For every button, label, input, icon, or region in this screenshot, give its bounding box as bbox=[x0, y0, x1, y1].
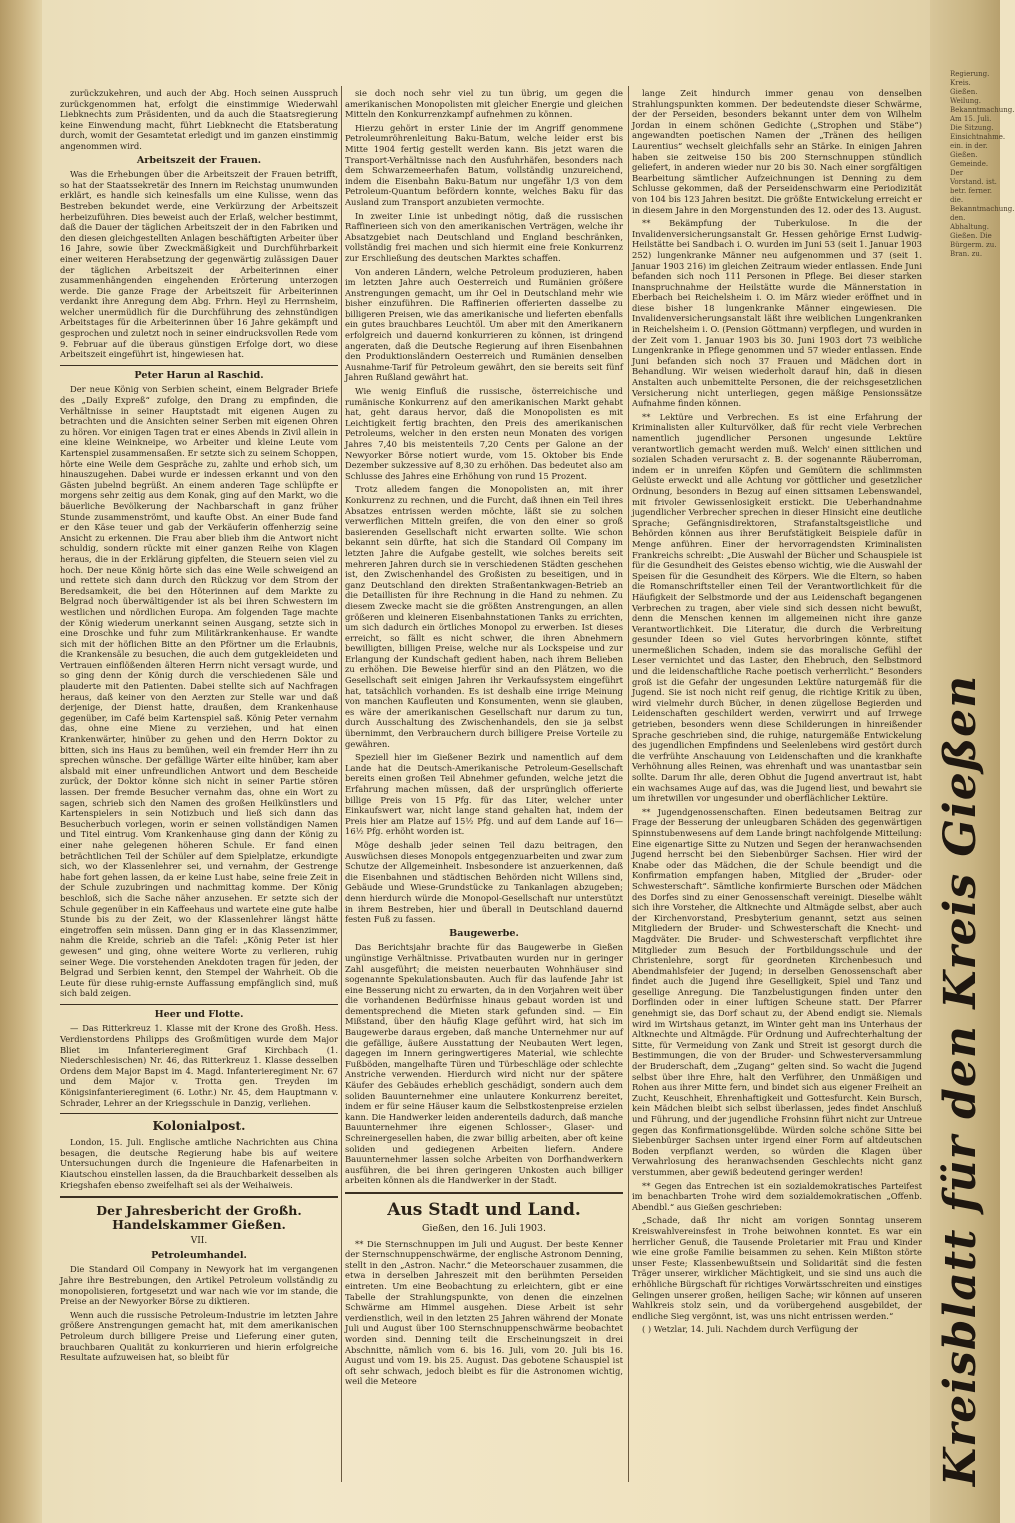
divider bbox=[60, 1004, 338, 1005]
paragraph: lange Zeit hindurch immer genau von denselben Strahlungspunkten kommen. Der bedeutendste dieser Schwärme, der der Perseiden, besonders bekannt unter dem von Wilhelm Jordan in einem schönen Gedichte („Strophen und Stäbe“) angewandten poetischen Namen der „Tränen des heiligen Laurentius“ wechselt gleichfalls sehr an Stärke. In einigen Jahren haben sie zeitweise 150 bis 200 Sternschnuppen stündlich geliefert, in anderen wieder nur 20 bis 30. Nach einer sorgfältigen Bearbeitung sämtlicher Aufzeichnungen ist Denning zu dem Schlusse gekommen, daß der Perseidenschwarm eine Periodizität von 104 bis 123 Jahren besitzt. Die größte Entwickelung erreicht er in diesem Jahre in den Morgenstunden des 12. oder des 13. August. bbox=[632, 88, 922, 215]
headline-petroleumhandel: Petroleumhandel. bbox=[151, 1249, 247, 1261]
column-1 bbox=[60, 88, 338, 1478]
headline-jahresbericht: Der Jahresbericht der Großh. Handelskammer Gießen. bbox=[96, 1203, 302, 1233]
column-3 bbox=[632, 88, 922, 1478]
paragraph: Hierzu gehört in erster Linie der im Angriff genommene Petroleumröhrenleitung Baku-Batum, welche leider erst bis Mitte 1904 fertig gestellt werden kann. Bis jetzt waren die Transport-Verhältnisse nach den Ausfuhrhäfen, besonders nach dem Schwarzemeerhafen Batum, vollständig unzureichend, indem die Eisenbahn Baku-Batum nur ungefähr 1/3 von dem Petroleum-Quantum befördern konnte, welches Baku für das Ausland zum Transport anzubieten vermochte. bbox=[345, 122, 623, 207]
adjacent-page-text: Regierung. Kreis. Gießen. Weilung. Bekanntmachung. Am 15. Juli. Die Sitzung. Einsichtnahme. ein. in der. Gießen. Gemeinde. Der Vorstand. ist. betr. ferner. die. Bekanntmachung. den. Abhaltung. Gießen. Die Bürgerm. zu. Bran. zu. bbox=[950, 70, 1015, 258]
paragraph: sie doch noch sehr viel zu tun übrig, um gegen die amerikanischen Monopolisten mit gleicher Energie und gleichen Mitteln den Konkurrenzkampf aufnehmen zu können. bbox=[345, 88, 623, 120]
paragraph: Von anderen Ländern, welche Petroleum produzieren, haben im letzten Jahre auch Oesterreich und Rumänien größere Anstrengungen gemacht, um ihr Oel in Deutschland mehr wie bisher einzuführen. Die Raffinerien offerierten dasselbe zu billigeren Preisen, wie das amerikanische und lieferten ebenfalls ein gutes brauchbares Leuchtöl. Um aber mit den Amerikanern erfolgreich und dauernd konkurrieren zu können, ist dringend angeraten, daß die Deutsche Regierung auf ihren Eisenbahnen den Produktionsländern Oesterreich und Rumänien denselben Ausnahme-Tarif für Petroleum gewährt, den sie bereits seit fünf Jahren Rußland gewährt hat. bbox=[345, 266, 623, 383]
paragraph: ** Jugendgenossenschaften. Einen bedeutsamen Beitrag zur Frage der Besserung der unleugbaren Schäden des gegenwärtigen Spinnstubenwesens auf dem Lande bringt nachfolgende Mitteilung: Eine eigenartige Sitte zu Nutzen und Segen der heranwachsenden Jugend herrscht bei den Siebenbürger Sachsen. Hier wird der Knabe oder das Mädchen, die der Schule beendigt und die Konfirmation empfangen haben, Mitglied der „Bruder- oder Schwesterschaft“. Sämtliche konfirmierte Burschen oder Mädchen des Dorfes sind zu einer Genossenschaft vereinigt. Dieselbe wählt sich ihre Vorsteher, die Altknechte und Altmägde selbst, aber auch der Kirchenvorstand, Presbyterium genannt, setzt aus seinen Mitgliedern der Bruder- und Schwesterschaft die Knecht- und Magdväter. Die Bruder- und Schwesterschaft verpflichtet ihre Mitglieder zum Besuch der Fortbildungsschule und der Christenlehre, sorgt für geordneten Kirchenbesuch und Abendmahlsfeier der Jugend; in derselben Genossenschaft aber findet auch die Jugend ihre Geselligkeit, Spiel und Tanz und gesellige Anregung. Die Tanzbelustigungen finden unter den Dorflinden oder in einer luftigen Scheune statt. Der Pfarrer genehmigt sie, das Dorf schaut zu, der Abend endigt sie. Niemals wird im Wirtshaus getanzt, im Winter geht man ins Unterhaus der Altknechte und Altmägde. Für Ordnung und Aufrechterhaltung der Sitte, für Vermeidung von Zank und Streit ist gesorgt durch die Bestimmungen, die von der Bruder- und Schwesterversammlung der Bruderschaft, dem „Zugang“ gelten sind. So wacht die Jugend selbst über ihre Ehre, halt den Verführer, den Unmäßigen und Rohen aus ihrer Mitte fern, und bindet sich aus eigener Freiheit an Zucht, Keuschheit, Ehrenhaftigkeit und Gottesfurcht. Kein Bursch, kein Mädchen bleibt sich selbst überlassen, jedes findet Anschluß und Führung, und der jugendliche Frohsinn führt nicht zur Untreue gegen das Konfirmationsgelübde. Würden solche schöne Sitte bei Siebenbürger Sachsen unter irgend einer Form auf altdeutschen Boden verpflanzt werden, so würden die Klagen über Verwahrlosung des heranwachsenden Geschlechts nicht ganz verstummen, aber gewiß bedeutend geringer werden! bbox=[632, 806, 922, 1177]
paragraph: London, 15. Juli. Englische amtliche Nachrichten aus China besagen, die deutsche Regierung habe bis auf weitere Untersuchungen durch die Ingenieure die Hafenarbeiten in Kiautschou einstellen lassen, da die Brauchbarkeit desselben als Kriegshafen ebenso zweifelhaft sei als der Weihaiweis. bbox=[60, 1137, 338, 1190]
paragraph: Die Standard Oil Company in Newyork hat im vergangenen Jahre ihre Bestrebungen, den Artikel Petroleum vollständig zu monopolisieren, fortgesetzt und war nach wie vor im stande, die Preise an der Newyorker Börse zu diktieren. bbox=[60, 1264, 338, 1307]
column-rule bbox=[341, 86, 342, 1482]
masthead-title: Kreisblatt für den Kreis Gießen bbox=[935, 674, 987, 1486]
paragraph: ( ) Wetzlar, 14. Juli. Nachdem durch Verfügung der bbox=[642, 1324, 859, 1335]
paragraph: In zweiter Linie ist unbedingt nötig, daß die russischen Raffinerieen sich von den amerikanischen Verträgen, welche ihr Absatzgebiet nach Deutschland und England beschränken, vollständig frei machen und sich hiermit eine freie Konkurrenz zur Erschließung des deutschen Marktes schaffen. bbox=[345, 210, 623, 263]
paragraph: ** Die Sternschnuppen im Juli und August. Der beste Kenner der Sternschnuppenschwärme, der englische Astronom Denning, stellt in den „Astron. Nachr.“ die Meteorschauer zusammen, die etwa in derselben Jahreszeit mit den berühmten Perseiden eintreten. Um eine Beobachtung zu erleichtern, gibt er eine Tabelle der Strahlungspunkte, von denen die einzelnen Schwärme am Himmel ausgehen. Diese Arbeit ist sehr verdienstlich, weil in den letzten 25 Jahren während der Monate Juli und August über 100 Sternschnuppenschwärme beobachtet worden sind. Denning teilt die Erscheinungszeit in drei Abschnitte, nämlich vom 6. bis 16. Juli, vom 20. Juli bis 16. August und vom 19. bis 25. August. Das gebotene Schauspiel ist oft sehr schwach, jedoch bleibt es für die Astronomen wichtig, weil die Meteore bbox=[345, 1238, 623, 1387]
divider bbox=[60, 1196, 338, 1198]
paragraph: — Das Ritterkreuz 1. Klasse mit der Krone des Großh. Hess. Verdienstordens Philipps des Großmütigen wurde dem Major Bliet im Infanterieregiment Graf Kirchbach (1. Niederschlesischen) Nr. 46, das Ritterkreuz 1. Klasse desselben Ordens dem Major Bapst im 4. Magd. Infanterieregiment Nr. 67 und dem Major v. Trotta gen. Treyden im Königsinfanterieregiment (6. Lothr.) Nr. 45, dem Hauptmann v. Schrader, Lehrer an der Kriegsschule in Danzig, verliehen. bbox=[60, 1023, 338, 1108]
paragraph: ** Gegen das Entrechen ist ein sozialdemokratisches Parteifest im benachbarten Trohe wird dem sozialdemokratischen „Offenb. Abendbl.“ aus Gießen geschrieben: bbox=[632, 1180, 922, 1212]
paragraph: „Schade, daß Ihr nicht am vorigen Sonntag unserem Kreiswahlvereinsfest in Trohe beiwohnen konntet. Es war ein herrlicher Genuß, die Tausende Proletarier mit Frau und Kinder wie eine große Familie beisammen zu sehen. Kein Mißton störte unser Feste; Klassenbewußtsein und Solidarität sind die festen Träger unserer, wirklicher Mächtigkeit, und sie sind uns auch die erhöhliche Bürgschaft für richtiges Vorwärtsschreiten und einstiges Gelingen unserer großen, heiligen Sache; wir können auf unseren Wahlkreis stolz sein, und da vorübergehend ausgebildet, der endliche Sieg vergönnt, ist, was uns nicht entrissen werden.“ bbox=[632, 1215, 922, 1321]
headline-arbeitszeit: Arbeitszeit der Frauen. bbox=[136, 154, 262, 166]
paragraph: Möge deshalb jeder seinen Teil dazu beitragen, den Auswüchsen dieses Monopols entgegenzuarbeiten und zwar zum Schutze der Allgemeinheit. Insbesondere ist anzuerkennen, daß die Eisenbahnen und städtischen Behörden nicht Willens sind, Gebäude und Wiese-Grundstücke zu Tankanlagen abzugeben; denn hierdurch würde die Monopol-Gesellschaft nur unterstützt in ihrem Bestreben, hier und überall in Deutschland dauernd festen Fuß zu fassen. bbox=[345, 839, 623, 925]
headline-peter-harun: Peter Harun al Raschid. bbox=[134, 369, 264, 381]
paragraph: Das Berichtsjahr brachte für das Baugewerbe in Gießen ungünstige Verhältnisse. Privatbauten wurden nur in geringer Zahl ausgeführt; die meisten neuerbauten Wohnhäuser sind sogenannte Spekulationsbauten. Auch für das laufende Jahr ist eine Besserung nicht zu erwarten, da in den Vorjahren weit über die vorhandenen Bedürfnisse hinaus gebaut worden ist und dementsprechend die Mieten stark gefunden sind. — Ein Mißstand, über den häufig Klage geführt wird, hat sich im Baugewerbe daraus ergeben, daß manche Unternehmer nur auf die gefällige, äußere Ausstattung der Neubauten Wert legen, dagegen im Innern geringwertigeres Material, wie schlechte Fußböden, mangelhafte Türen und Türbeschläge oder schlechte Anstriche verwenden. Hierdurch wird nicht nur der spätere Käufer des Gebäudes erheblich geschädigt, sondern auch dem soliden Bauunternehmer eine unlautere Konkurrenz bereitet, indem er für seine Häuser kaum die Selbstkostenpreise erzielen kann. Die Handwerker leiden anderenteils dadurch, daß manche Bauunternehmer ihre eigenen Schlosser-, Glaser- und Schreinergesellen haben, die zwar billig arbeiten, aber oft keine soliden und gediegenen Arbeiten liefern. Andere Bauunternehmer lassen solche Arbeiten von Dorfhandwerkern ausführen, die bei ihren geringeren Unkosten auch billiger arbeiten können als die Handwerker in der Stadt. bbox=[345, 942, 623, 1186]
intro-paragraph: zurückzukehren, und auch der Abg. Hoch seinen Ausspruch zurückgenommen hat, erfolgt die einstimmige Wiederwahl Liebknechts zum Präsidenten, und da auch die Staatsregierung keine Einwendung macht, führt Liebknecht die Etatsberatung durch, womit der Gesamtetat erledigt und im ganzen einstimmig angenommen wird. bbox=[60, 88, 338, 151]
paragraph: Wenn auch die russische Petroleum-Industrie im letzten Jahre größere Anstrengungen gemacht hat, mit dem amerikanischen Petroleum durch billigere Preise und Lieferung einer guten, brauchbaren Qualität zu konkurrieren und hierin erfolgreiche Resultate aufzuweisen hat, so bleibt für bbox=[60, 1309, 338, 1363]
divider bbox=[345, 1192, 623, 1194]
paragraph: Wie wenig Einfluß die russische, österreichische und rumänische Konkurrenz auf den amerikanischen Markt gehabt hat, geht daraus hervor, daß die Monopolisten es mit Leichtigkeit fertig brachten, den Preis des amerikanischen Petroleums, welcher in den ersten neun Monaten des vorigen Jahres 7,40 bis meistenteils 7,20 Cents per Galone an der Newyorker Börse notiert wurde, vom 15. Oktober bis Ende Dezember sukzessive auf 8,30 zu erhöhen. Das bedeutet also am Schlusse des Jahres eine Erhöhung von rund 15 Prozent. bbox=[345, 386, 623, 481]
paragraph: Der neue König von Serbien scheint, einem Belgrader Briefe des „Daily Expreß“ zufolge, den Drang zu empfinden, die Verhältnisse in seiner Hauptstadt mit eigenen Augen zu betrachten und die Ansichten seiner Serben mit eigenen Ohren zu hören. Vor einigen Tagen trat er eines Abends in Zivil allein in eine kleine Weinkneipe, wo Arbeiter und kleine Leute vom Kartenspiel zusammensaßen. Er setzte sich zu seinem Schoppen, hörte eine Weile dem Gespräche zu, zahlte und erhob sich, um hinauszugehen. Dabei wurde er indessen erkannt und von den Gästen jubelnd begrüßt. An einem anderen Tage schlüpfte er morgens sehr zeitig aus dem Konak, ging auf den Markt, wo die bäuerliche Bevölkerung der Nachbarschaft in ganz früher Stunde zusammenströmt, und kaufte Obst. An einer Bude fand er den Käse teuer und gab der Verkäuferin offenherzig seine Ansicht zu erkennen. Die Frau aber blieb ihm die Antwort nicht schuldig, sondern rückte mit einer ganzen Reihe von Klagen heraus, die in der Erklärung gipfelten, die Steuern seien viel zu hoch. Der neue König hörte sich das eine Weile schweigend an und rettete sich dann durch den Rückzug vor dem Strom der Beredsamkeit, die bei den Höterinnen auf dem Markte zu Belgrad noch überwältigender ist als bei ihren Schwestern im westlichen und nördlichen Europa. Am folgenden Tage machte der König wiederum unerkannt seinen Ausgang, setzte sich in eine Droschke und fuhr zum Militärkrankenhause. Er wandte sich mit der höflichen Bitte an den Pförtner um die Erlaubnis, die Krankensäle zu besuchen, die auch dem gutgekleideten und Vertrauen einflößenden älteren Herrn nicht versagt wurde, und so ging denn der König durch die verschiedenen Säle und plauderte mit den Patienten. Dabei stellte sich auf Nachfragen heraus, daß keiner von den Aerzten zur Stelle war und daß derjenige, der Dienst hatte, draußen, dem Krankenhause gegenüber, im Café beim Kartenspiel saß. König Peter vernahm das, ohne eine Miene zu verziehen, und hat einen Krankenwärter, hinüber zu gehen und den Herrn Doktor zu bitten, sich ins Haus zu bemühen, weil ein fremder Herr ihn zu sprechen wünsche. Der gefällige Wärter eilte hinüber, kam aber alsbald mit einer unfreundlichen Antwort und dem Bescheide zurück, der Doktor könne sich nicht in seiner Partie stören lassen. Der fremde Besucher vernahm das, ohne ein Wort zu sagen, schrieb sich den Namen des großen Heilkünstlers und Kartenspielers in sein Notizbuch und ließ sich dann das Besucherbuch vorlegen, worin er seinen vollständigen Namen und Titel eintrug. Vom Krankenhause ging dann der König zu einer nahe gelegenen höheren Schule. Er fand einen beträchtlichen Teil der Schüler auf dem Spielplatze, erkundigte sich, wo der Klassenlehrer sei, und vernahm, der Gestrenge habe fort gehen lassen, da er keine Lust habe, seine freie Zeit in der Schule zuzubringen und nachmittag komme. Der König beschloß, sich die Sache näher anzusehen. Er setzte sich der Schule gegenüber in ein Kaffeehaus und wartete eine gute halbe Stunde bis zu der Zeit, wo der Klassenlehrer längst hätte eingetroffen sein müssen. Dann ging er in das Klassenzimmer, nahm die Kreide, schrieb an die Tafel: „König Peter ist hier gewesen“ und ging, ohne weitere Worte zu verlieren, ruhig seiner Wege. Die vorstehenden Anekdoten tragen für jeden, der Belgrad und Serbien kennt, den Stempel der Wahrheit. Ob die Leute für diese ruhig-ernste Auffassung empfänglich sind, muß sich bald zeigen. bbox=[60, 384, 338, 999]
headline-heer-flotte: Heer und Flotte. bbox=[154, 1008, 244, 1020]
section-number: VII. bbox=[190, 1236, 208, 1247]
paragraph: Was die Erhebungen über die Arbeitszeit der Frauen betrifft, so hat der Staatssekretär des Innern im Reichstag unumwunden erklärt, es handle sich keinesfalls um eine Kulisse, wenn das Bestreben bekundet werde, eine Verkürzung der Arbeitszeit herbeizuführen. Dies beweist auch der Erlaß, welcher bestimmt, daß die Dauer der täglichen Arbeitszeit der in den Fabriken und den diesen gleichgestellten Anlagen beschäftigten Arbeiter über 16 Jahre, sowie über Zweckmäßigkeit und Durchführbarkeit einer weiteren Herabsetzung der gegenwärtig zulässigen Dauer der täglichen Arbeitszeit der Arbeiterinnen einer zusammenhängenden eingehenden Erörterung unterzogen werde. Die ganze Frage der Arbeitszeit für Arbeiterinnen verdankt ihre Anregung dem Abg. Frhrn. Heyl zu Herrnsheim, welcher unermüdlich für die Durchführung des zehnstündigen Arbeitstages für die Arbeiterinnen über 16 Jahre gekämpft und gesprochen und zuletzt noch in seiner eindrucksvollen Rede vom 9. Februar auf die überaus günstigen Erfolge dort, wo diese Arbeitszeit eingeführt ist, hingewiesen hat. bbox=[60, 169, 338, 360]
paragraph: ** Bekämpfung der Tuberkulose. In die der Invalidenversicherungsanstalt Gr. Hessen gehörige Ernst Ludwig-Heilstätte bei Sandbach i. O. wurden im Juni 53 (seit 1. Januar 1903 252) lungenkranke Männer neu aufgenommen und 37 (seit 1. Januar 1903 216) im gleichen Zeitraum wieder entlassen. Ende Juni befanden sich noch 111 Personen in Pflege. Bei dieser starken Inanspruchnahme der Heilstätte wurde die Männerstation in Eberbach bei Reichelsheim i. O. im März wieder eröffnet und in diese bisher 18 lungenkranke Männer eingewiesen. Die Invalidenversicherungsanstalt läßt ihre weiblichen Lungenkranken in Reichelsheim i. O. (Pension Göttmann) verpflegen, und wurden in der Zeit vom 1. Januar 1903 bis 30. Juni 1903 dort 73 weibliche Lungenkranke in Pflege genommen und 57 wieder entlassen. Ende Juni befanden sich noch 37 Frauen und Mädchen dort in Behandlung. Wir weisen wiederholt darauf hin, daß in diesen Anstalten auch unbemittelte Personen, die der reichsgesetzlichen Versicherung nicht unterliegen, gegen mäßige Pensionssätze Aufnahme finden können. bbox=[632, 218, 922, 409]
page-binding-edge bbox=[0, 0, 42, 1523]
divider bbox=[60, 365, 338, 366]
dateline: Gießen, den 16. Juli 1903. bbox=[422, 1222, 546, 1234]
paragraph: Trotz alledem fangen die Monopolisten an, mit ihrer Konkurrenz zu rechnen, und die Furcht, daß ihnen ein Teil ihres Absatzes entrissen werden möchte, läßt sie zu solchen verwerflichen Mitteln greifen, die von den einer so groß basierenden Gesellschaft nicht erwarten sollte. Wie schon bekannt sein dürfte, hat sich die Standard Oil Company im letzten Jahre die Aufgabe gestellt, wie solches bereits seit mehreren Jahren durch sie in verschiedenen Städten geschehen ist, den Zwischenhandel des Großisten zu beseitigen, und in ganz Deutschland den direkten Straßentankwagen-Betrieb an die Detaillisten für ihre Rechnung in die Hand zu nehmen. Zu diesem Zwecke macht sie die größten Anstrengungen, an allen größeren und kleineren Eisenbahnstationen Tanks zu errichten, um sich dadurch ein örtliches Monopol zu erwerben. Ist dieses erreicht, so fällt es nicht schwer, die ihren Abnehmern bewilligten, billigen Preise, welche nur als Lockspeise und zur Erlangung der Kundschaft gedient haben, nach ihrem Belieben zu erhöhen. Die Beweise hierfür sind an den Plätzen, wo die Gesellschaft seit einigen Jahren ihr Verkaufssystem eingeführt hat, tatsächlich vorhanden. Es ist deshalb eine irrige Meinung von manchen Kaufleuten und Konsumenten, wenn sie glauben, es wäre der amerikanischen Gesellschaft nur darum zu tun, durch Ausschaltung des Zwischenhandels, den sie ja selbst übernimmt, den Verbrauchern durch billigere Preise Vorteile zu gewähren. bbox=[345, 484, 623, 749]
column-rule bbox=[628, 86, 629, 1482]
divider bbox=[60, 1113, 338, 1114]
headline-kolonialpost: Kolonialpost. bbox=[152, 1118, 246, 1134]
paragraph: Speziell hier im Gießener Bezirk und namentlich auf dem Lande hat die Deutsch-Amerikanische Petroleum-Gesellschaft bereits einen großen Teil Abnehmer gefunden, welche jetzt die Erfahrung machen müssen, daß der ursprünglich offerierte billige Preis von 15 Pfg. für das Liter, welcher unter Einkaufswert war, nicht lange stand gehalten hat, indem der Preis hier am Platze auf 15½ Pfg. und auf dem Lande auf 16—16½ Pfg. erhöht worden ist. bbox=[345, 752, 623, 837]
paragraph: ** Lektüre und Verbrechen. Es ist eine Erfahrung der Kriminalisten aller Kulturvölker, daß für recht viele Verbrechen namentlich jugendlicher Personen ungesunde Lektüre verantwortlich gemacht werden muß. Welch' einen sittlichen und sozialen Schaden verursacht z. B. der sogenannte Räuberroman, indem er in unreifen Köpfen und Gemütern die schlimmsten Gelüste erweckt und alle Achtung vor göttlicher und gesetzlicher Ordnung, besonders in Bezug auf einen sittsamen Lebenswandel, mit frivoler Gewissenlosigkeit erstickt. Die Ueberhandnahme jugendlicher Verbrecher sprechen in dieser Hinsicht eine deutliche Sprache; Gefängnisdirektoren, Strafanstaltsgeistliche und Behörden können aus ihrer Berufstätigkeit Beispiele dafür in Menge anführen. Einer der hervorragendsten Kriminalisten Frankreichs schreibt: „Die Auswahl der Bücher und Schauspiele ist für die Gesundheit des Geistes ebenso wichtig, wie die Auswahl der Speisen für die Gesundheit des Körpers. Wie die Eltern, so haben die Romanschriftsteller einen Teil der Verantwortlichkeit für die Häufigkeit der Selbstmorde und der aus Leidenschaft begangenen Verbrechen zu tragen, aber viele sind sich dessen nicht bewußt, denn die Menschen kennen im allgemeinen nicht ihre ganze Verantwortlichkeit. Die Literatur, die durch die Verbreitung gesunder Ideen so viel Gutes hervorbringen könnte, stiftet unermeßlichen Schaden, indem sie das moralische Gefühl der Leser vernichtet und das Laster, den Ehebruch, den Selbstmord und die leidenschaftliche Rache poetisch verherrlicht.“ Besonders groß ist die Gefahr der ungesunden Lektüre naturgemäß für die Jugend. Sie ist noch nicht reif genug, die richtige Kritik zu üben, wird vielmehr durch Bücher, in denen zügellose Begierden und Leidenschaften geschildert werden, verwirrt und auf Irrwege getrieben, besonders wenn diese Schilderungen in hinreißender Sprache geschrieben sind, die ruhige, naturgemäße Entwickelung des jugendlichen Empfindens und Seelenlebens wird gestört durch die verfrühte Anschauung von Leidenschaften und die krankhafte Verhöhnung alles Reinen, was ehrenhaft und was unantastbar sein sollte. Darum Ihr alle, deren Obhut die Jugend anvertraut ist, habt ein wachsames Auge auf das, was die Jugend liest, und bewahrt sie um ihretwillen vor ungesunder und oberflächlicher Lektüre. bbox=[632, 411, 922, 804]
headline-aus-stadt-und-land: Aus Stadt und Land. bbox=[387, 1199, 581, 1220]
headline-baugewerbe: Baugewerbe. bbox=[449, 927, 519, 939]
column-2 bbox=[345, 88, 623, 1478]
masthead-vertical bbox=[930, 674, 992, 1486]
